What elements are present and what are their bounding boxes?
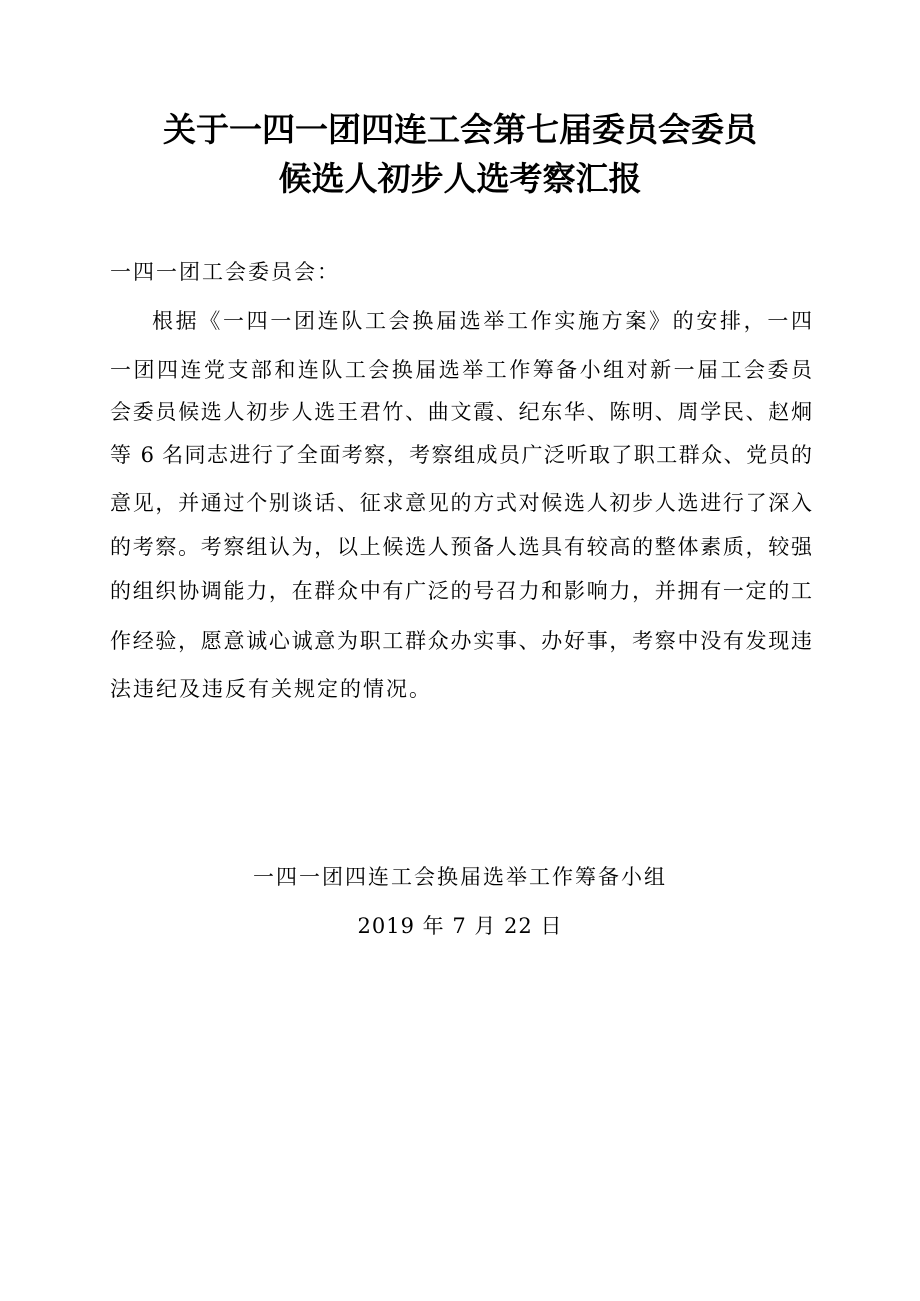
paragraph-line: 作经验，愿意诚心诚意为职工群众办实事、办好事，考察中没有发现违 (110, 629, 812, 653)
signature-organization: 一四一团四连工会换届选举工作筹备小组 (253, 865, 667, 889)
paragraph-line: 意见，并通过个别谈话、征求意见的方式对候选人初步人选进行了深入 (110, 491, 812, 515)
document-title-line-2: 候选人初步人选考察汇报 (278, 159, 642, 198)
salutation: 一四一团工会委员会： (110, 260, 340, 284)
paragraph-line: 等 6 名同志进行了全面考察，考察组成员广泛听取了职工群众、党员的 (110, 443, 812, 467)
paragraph-line: 根据《一四一团连队工会换届选举工作实施方案》的安排，一四 (152, 309, 812, 333)
paragraph-line: 的考察。考察组认为，以上候选人预备人选具有较高的整体素质，较强 (110, 535, 812, 559)
paragraph-line-last: 法违纪及违反有关规定的情况。 (110, 677, 432, 701)
paragraph-line: 会委员候选人初步人选王君竹、曲文霞、纪东华、陈明、周学民、赵炯 (110, 400, 812, 424)
signature-date: 2019 年 7 月 22 日 (357, 914, 563, 938)
paragraph-line: 一团四连党支部和连队工会换届选举工作筹备小组对新一届工会委员 (110, 358, 812, 382)
document-title-line-1: 关于一四一团四连工会第七届委员会委员 (163, 110, 757, 149)
paragraph-line: 的组织协调能力，在群众中有广泛的号召力和影响力，并拥有一定的工 (110, 579, 812, 603)
